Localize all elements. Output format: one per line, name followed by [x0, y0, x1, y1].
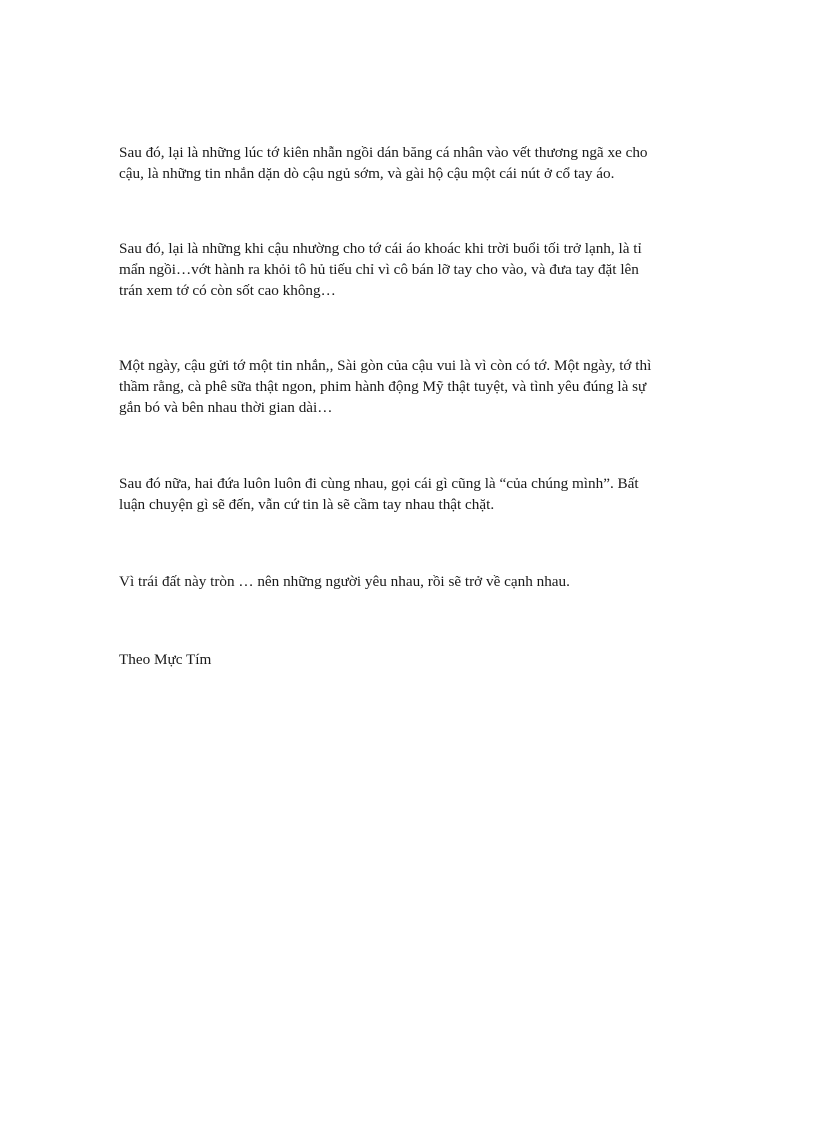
- text-line: mẩn ngồi…vớt hành ra khỏi tô hủ tiếu chỉ vì cô bán lỡ tay cho vào, và đưa tay đặt lên: [119, 261, 639, 278]
- text-line: Sau đó nữa, hai đứa luôn luôn đi cùng nhau, gọi cái gì cũng là “của chúng mình”. Bất: [119, 475, 639, 492]
- paragraph-bandage: [119, 142, 719, 184]
- text-line: cậu, là những tin nhắn dặn dò cậu ngủ sớm, và gài hộ cậu một cái nút ở cổ tay áo.: [119, 165, 615, 182]
- text-line: Theo Mực Tím: [119, 651, 212, 668]
- text-line: Sau đó, lại là những khi cậu nhường cho tớ cái áo khoác khi trời buổi tối trở lạnh, là tỉ: [119, 240, 642, 257]
- paragraph-message: [119, 355, 719, 418]
- text-line: Vì trái đất này tròn … nên những người yêu nhau, rồi sẽ trở về cạnh nhau.: [119, 573, 570, 590]
- text-line: luận chuyện gì sẽ đến, vẫn cứ tin là sẽ cầm tay nhau thật chặt.: [119, 496, 495, 513]
- paragraph-round-earth: [119, 571, 719, 592]
- paragraph-together: [119, 473, 719, 515]
- text-line: Một ngày, cậu gửi tớ một tin nhắn,, Sài gòn của cậu vui là vì còn có tớ. Một ngày, tớ thì: [119, 357, 652, 374]
- text-line: Sau đó, lại là những lúc tớ kiên nhẫn ngồi dán băng cá nhân vào vết thương ngã xe cho: [119, 144, 648, 161]
- text-line: gắn bó và bên nhau thời gian dài…: [119, 399, 333, 416]
- source-attribution: [119, 649, 719, 670]
- paragraph-jacket: [119, 238, 719, 301]
- text-line: trán xem tớ có còn sốt cao không…: [119, 282, 336, 299]
- text-line: thầm rằng, cà phê sữa thật ngon, phim hành động Mỹ thật tuyệt, và tình yêu đúng là sự: [119, 378, 647, 395]
